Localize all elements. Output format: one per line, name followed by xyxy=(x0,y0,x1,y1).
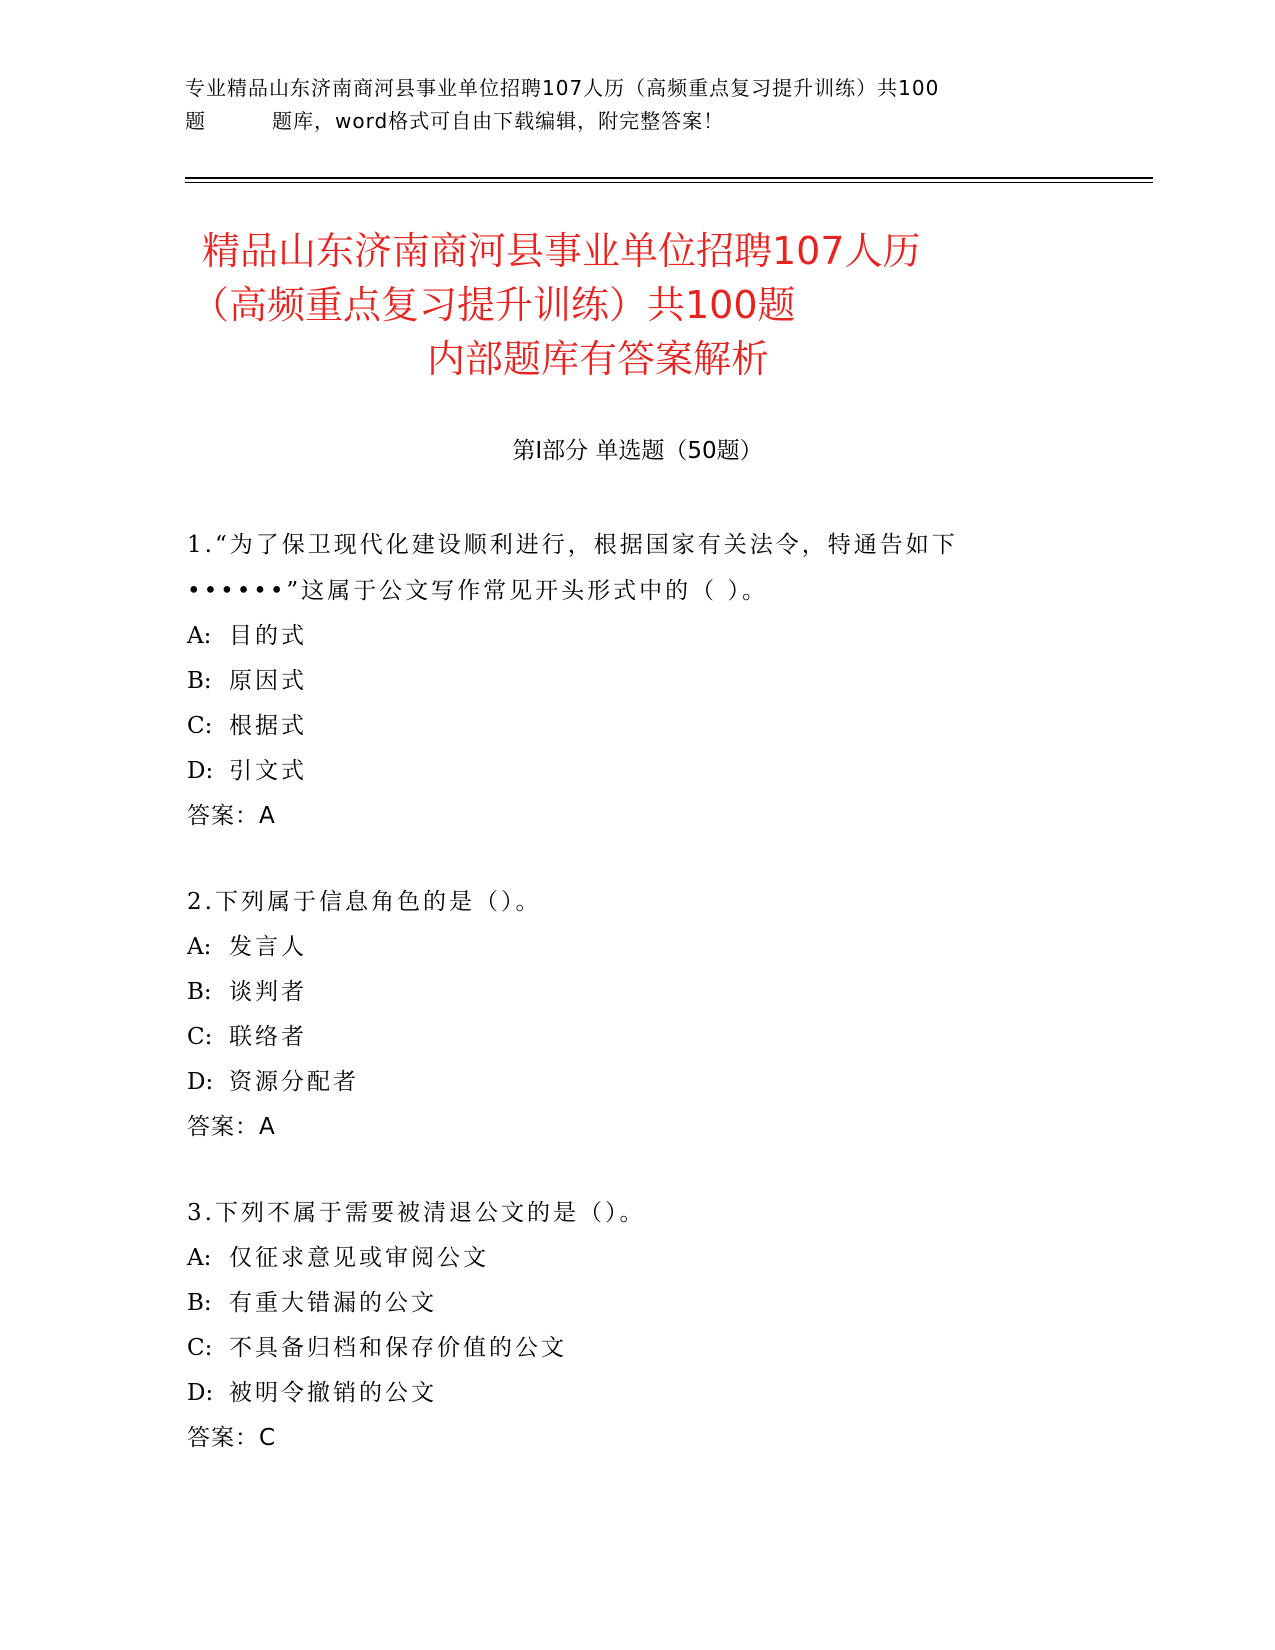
question-3-option-d xyxy=(187,1371,1087,1416)
question-3-option-c xyxy=(187,1326,1087,1371)
question-2-option-c xyxy=(187,1015,1087,1060)
question-1-answer: 答案：A xyxy=(187,803,276,829)
option-text: 谈判者 xyxy=(229,979,307,1005)
option-text: 联络者 xyxy=(229,1024,307,1050)
question-2 xyxy=(187,879,1087,1150)
document-header xyxy=(185,72,1085,138)
option-text: 被明令撤销的公文 xyxy=(229,1380,437,1406)
option-letter: B: xyxy=(187,979,212,1005)
question-2-text: 2.下列属于信息角色的是（）。 xyxy=(187,889,542,915)
option-text: 原因式 xyxy=(229,668,307,694)
question-3 xyxy=(187,1190,1087,1461)
question-1-option-a xyxy=(187,614,1087,659)
question-1-option-c xyxy=(187,704,1087,749)
header-divider-thick xyxy=(185,177,1153,179)
title-line-3: 内部题库有答案解析 xyxy=(427,337,770,381)
option-letter: D: xyxy=(187,1069,214,1095)
option-text: 发言人 xyxy=(229,934,307,960)
option-letter: B: xyxy=(187,1290,212,1316)
title-line-2: （高频重点复习提升训练）共100题 xyxy=(191,283,796,327)
option-text: 目的式 xyxy=(229,623,307,649)
document-title xyxy=(140,224,1135,386)
question-3-option-b xyxy=(187,1281,1087,1326)
option-letter: C: xyxy=(187,1024,213,1050)
option-letter: B: xyxy=(187,668,212,694)
option-letter: A: xyxy=(187,623,212,649)
question-2-answer: 答案：A xyxy=(187,1114,276,1140)
question-3-text: 3.下列不属于需要被清退公文的是（）。 xyxy=(187,1200,646,1226)
option-letter: A: xyxy=(187,934,212,960)
option-letter: D: xyxy=(187,1380,214,1406)
question-2-option-b xyxy=(187,970,1087,1015)
question-3-option-a xyxy=(187,1236,1087,1281)
header-line-2-start: 题 xyxy=(185,109,206,133)
question-2-option-d xyxy=(187,1060,1087,1105)
option-text: 有重大错漏的公文 xyxy=(229,1290,437,1316)
section-title: 第Ⅰ部分 单选题（50题） xyxy=(512,438,763,464)
option-letter: A: xyxy=(187,1245,212,1271)
option-text: 不具备归档和保存价值的公文 xyxy=(229,1335,567,1361)
option-text: 仅征求意见或审阅公文 xyxy=(229,1245,489,1271)
header-line-2 xyxy=(185,105,1085,138)
question-1-text-line-1: 1.“为了保卫现代化建设顺利进行，根据国家有关法令，特通告如下 xyxy=(187,532,958,558)
option-letter: C: xyxy=(187,1335,213,1361)
question-1 xyxy=(187,522,1087,839)
option-text: 引文式 xyxy=(229,758,307,784)
question-2-option-a xyxy=(187,925,1087,970)
question-1-text-line-2: ••••••”这属于公文写作常见开头形式中的（ ）。 xyxy=(187,578,768,604)
header-line-2-rest: 题库，word格式可自由下载编辑，附完整答案！ xyxy=(272,109,725,133)
option-text: 资源分配者 xyxy=(229,1069,359,1095)
question-3-answer: 答案：C xyxy=(187,1425,277,1451)
question-1-option-d xyxy=(187,749,1087,794)
header-line-1: 专业精品山东济南商河县事业单位招聘107人历（高频重点复习提升训练）共100 xyxy=(185,76,940,100)
question-list xyxy=(187,522,1087,1501)
option-text: 根据式 xyxy=(229,713,307,739)
title-line-1: 精品山东济南商河县事业单位招聘107人历 xyxy=(202,229,921,273)
question-1-option-b xyxy=(187,659,1087,704)
option-letter: D: xyxy=(187,758,214,784)
option-letter: C: xyxy=(187,713,213,739)
header-divider-thin xyxy=(185,182,1153,183)
